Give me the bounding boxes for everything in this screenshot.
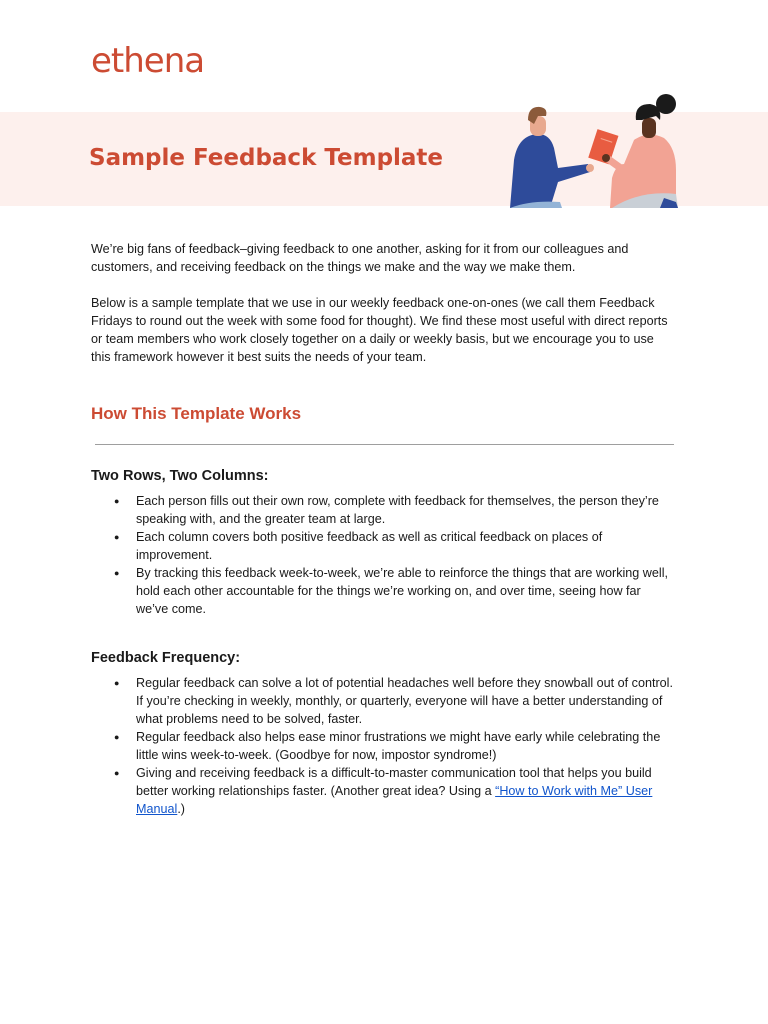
list-item-text: Giving and receiving feedback is a difficult-to-master communication tool that helps you build better working relationships faster. (Another great idea? Using a — [136, 766, 652, 798]
document-body — [91, 240, 676, 818]
page-title: Sample Feedback Template — [89, 145, 444, 171]
section-divider — [95, 444, 674, 445]
user-manual-link[interactable]: “How to Work with Me” User Manual — [136, 784, 653, 816]
list-item-text-end: .) — [177, 802, 186, 816]
section-heading: How This Template Works — [91, 404, 302, 423]
list-item: ● Each column covers both positive feedback as well as critical feedback on places of improvement. — [136, 528, 676, 564]
intro-paragraph-2: Below is a sample template that we use in our weekly feedback one-on-ones (we call them Feedback Fridays to round out the week with some food for thought). We find these most useful with direct reports or team members who work closely together on a daily or weekly basis, but we encourage you to use this framework however it best suits the needs of your team. — [91, 296, 668, 364]
rows-columns-list — [91, 492, 676, 618]
list-item: ● Regular feedback also helps ease minor frustrations we might have early while celebrating the little wins week-to-week. (Goodbye for now, impostor syndrome!) — [136, 728, 676, 764]
ethena-logo: ethena — [91, 41, 205, 81]
frequency-list — [91, 674, 676, 818]
people-exchanging-card-illustration — [500, 90, 690, 208]
frequency-heading: Feedback Frequency: — [91, 650, 241, 666]
list-item: ● By tracking this feedback week-to-week, we’re able to reinforce the things that are working well, hold each other accountable for the things we’re working on, and over time, seeing how far we’ve come. — [136, 564, 676, 618]
list-item: ● Regular feedback can solve a lot of potential headaches well before they snowball out of control. If you’re checking in weekly, monthly, or quarterly, everyone will have a better understanding of what problems need to be solved, faster. — [136, 674, 676, 728]
list-item: ● Each person fills out their own row, complete with feedback for themselves, the person they’re speaking with, and the greater team at large. — [136, 492, 676, 528]
rows-columns-heading: Two Rows, Two Columns: — [91, 468, 269, 484]
list-item — [136, 764, 676, 818]
intro-paragraph-1: We’re big fans of feedback–giving feedback to one another, asking for it from our colleagues and customers, and receiving feedback on the things we make and the way we make them. — [91, 242, 629, 274]
